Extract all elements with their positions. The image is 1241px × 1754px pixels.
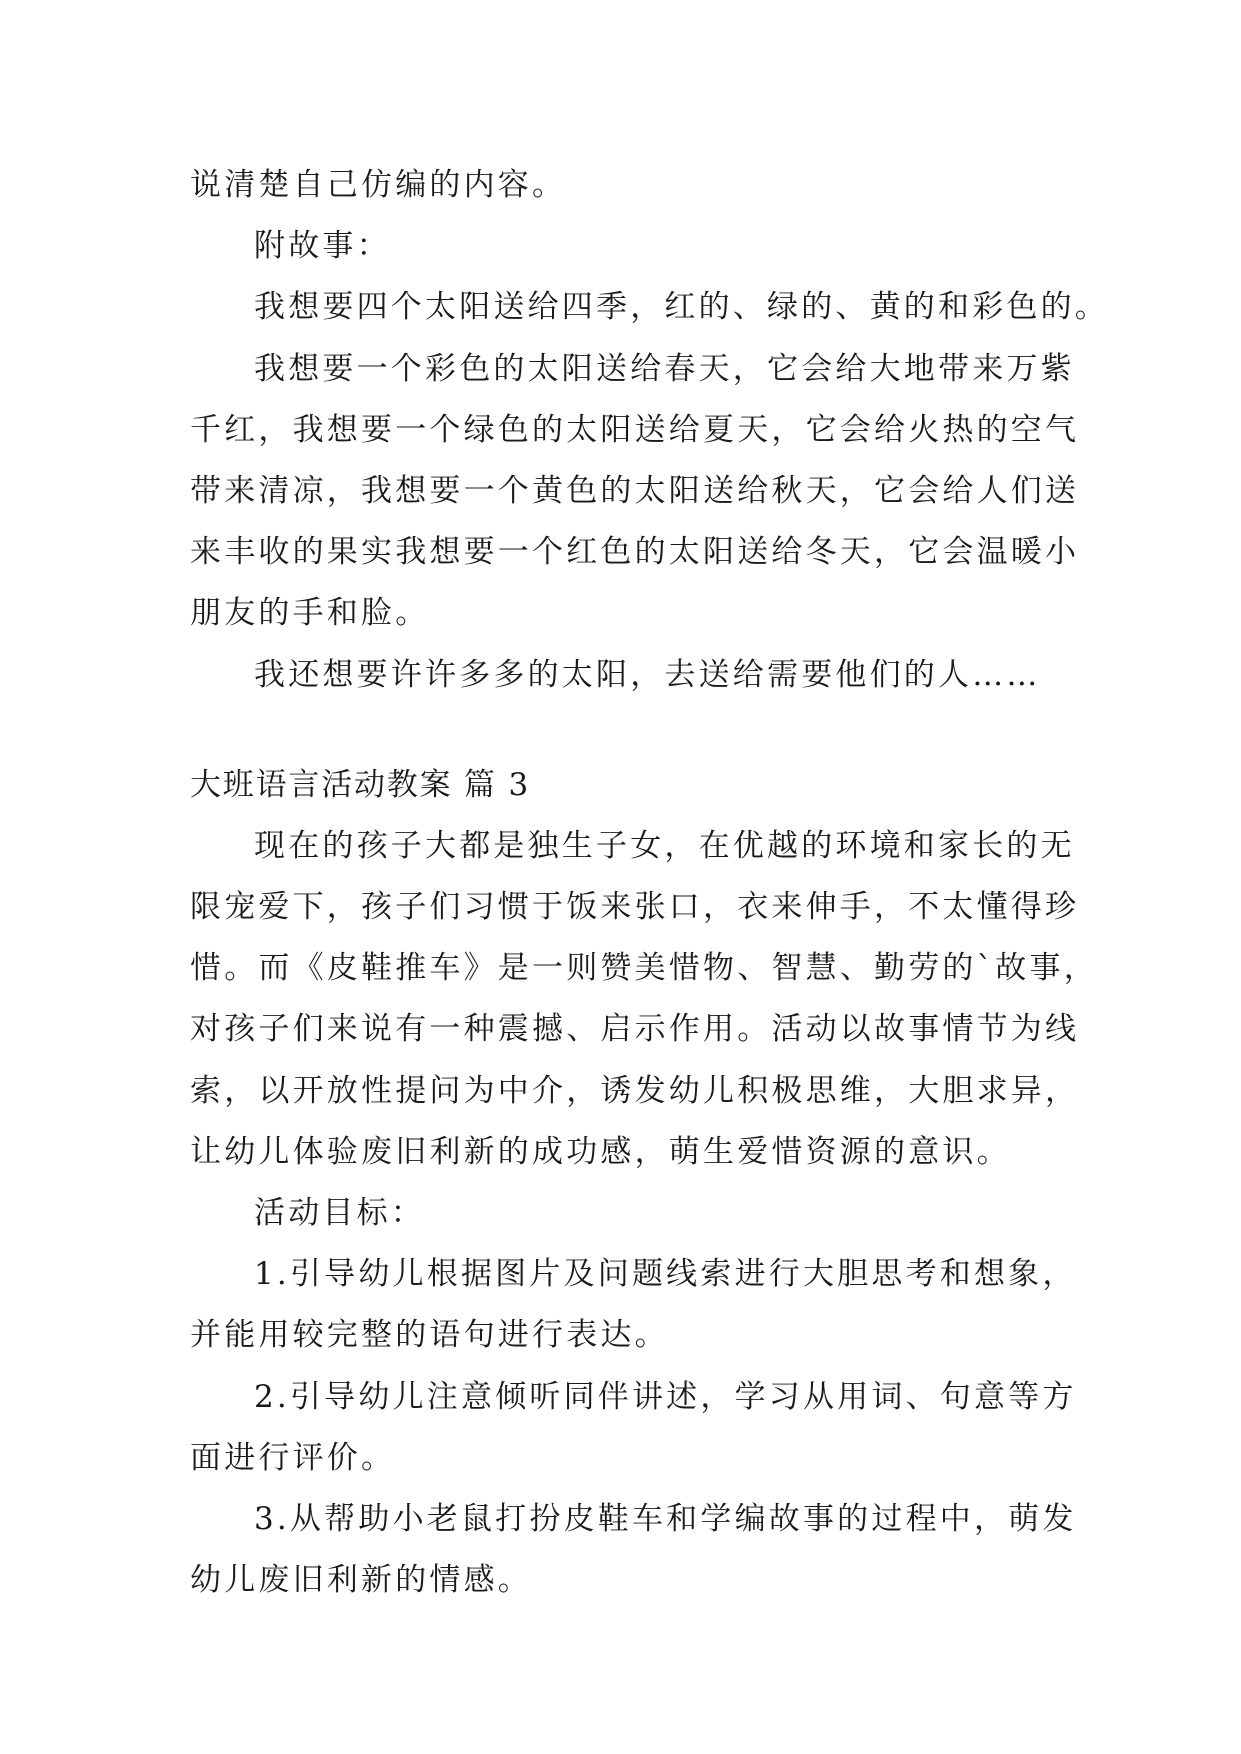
list-item-line: 1.引导幼儿根据图片及问题线索进行大胆思考和想象， [254, 1256, 1077, 1293]
paragraph-line: 我想要一个彩色的太阳送给春天，它会给大地带来万紫 [254, 350, 1075, 387]
paragraph-line: 我想要四个太阳送给四季，红的、绿的、黄的和彩色的。 [254, 289, 1109, 326]
paragraph-line: 千红，我想要一个绿色的太阳送给夏天，它会给火热的空气 [190, 411, 1080, 448]
paragraph-line: 朋友的手和脸。 [190, 595, 430, 632]
paragraph-line: 附故事： [254, 228, 391, 265]
list-item-line: 面进行评价。 [190, 1439, 396, 1476]
paragraph-line: 现在的孩子大都是独生子女，在优越的环境和家长的无 [254, 827, 1075, 864]
list-item-line: 并能用较完整的语句进行表达。 [190, 1317, 669, 1354]
paragraph-line: 我还想要许许多多的太阳，去送给需要他们的人…… [254, 656, 1041, 693]
section-heading: 大班语言活动教案 篇 3 [190, 766, 531, 803]
paragraph-line: 对孩子们来说有一种震撼、启示作用。活动以故事情节为线 [190, 1011, 1080, 1048]
paragraph-line: 索，以开放性提问为中介，诱发幼儿积极思维，大胆求异， [190, 1072, 1080, 1109]
list-item-line: 2.引导幼儿注意倾听同伴讲述，学习从用词、句意等方 [254, 1378, 1077, 1415]
paragraph-line: 限宠爱下，孩子们习惯于饭来张口，衣来伸手，不太懂得珍 [190, 889, 1080, 926]
paragraph-line: 惜。而《皮鞋推车》是一则赞美惜物、智慧、勤劳的`故事， [190, 950, 1098, 987]
paragraph-line: 让幼儿体验废旧利新的成功感，萌生爱惜资源的意识。 [190, 1133, 1011, 1170]
list-item-line: 幼儿废旧利新的情感。 [190, 1562, 532, 1599]
paragraph-line: 带来清凉，我想要一个黄色的太阳送给秋天，它会给人们送 [190, 472, 1080, 509]
list-item-line: 3.从帮助小老鼠打扮皮鞋车和学编故事的过程中，萌发 [254, 1500, 1077, 1537]
subheading-line: 活动目标： [254, 1195, 425, 1231]
document-body [190, 155, 1109, 1611]
paragraph-line: 来丰收的果实我想要一个红色的太阳送给冬天，它会温暖小 [190, 534, 1080, 571]
section-gap [190, 706, 1070, 755]
paragraph-line: 说清楚自己仿编的内容。 [190, 167, 567, 203]
